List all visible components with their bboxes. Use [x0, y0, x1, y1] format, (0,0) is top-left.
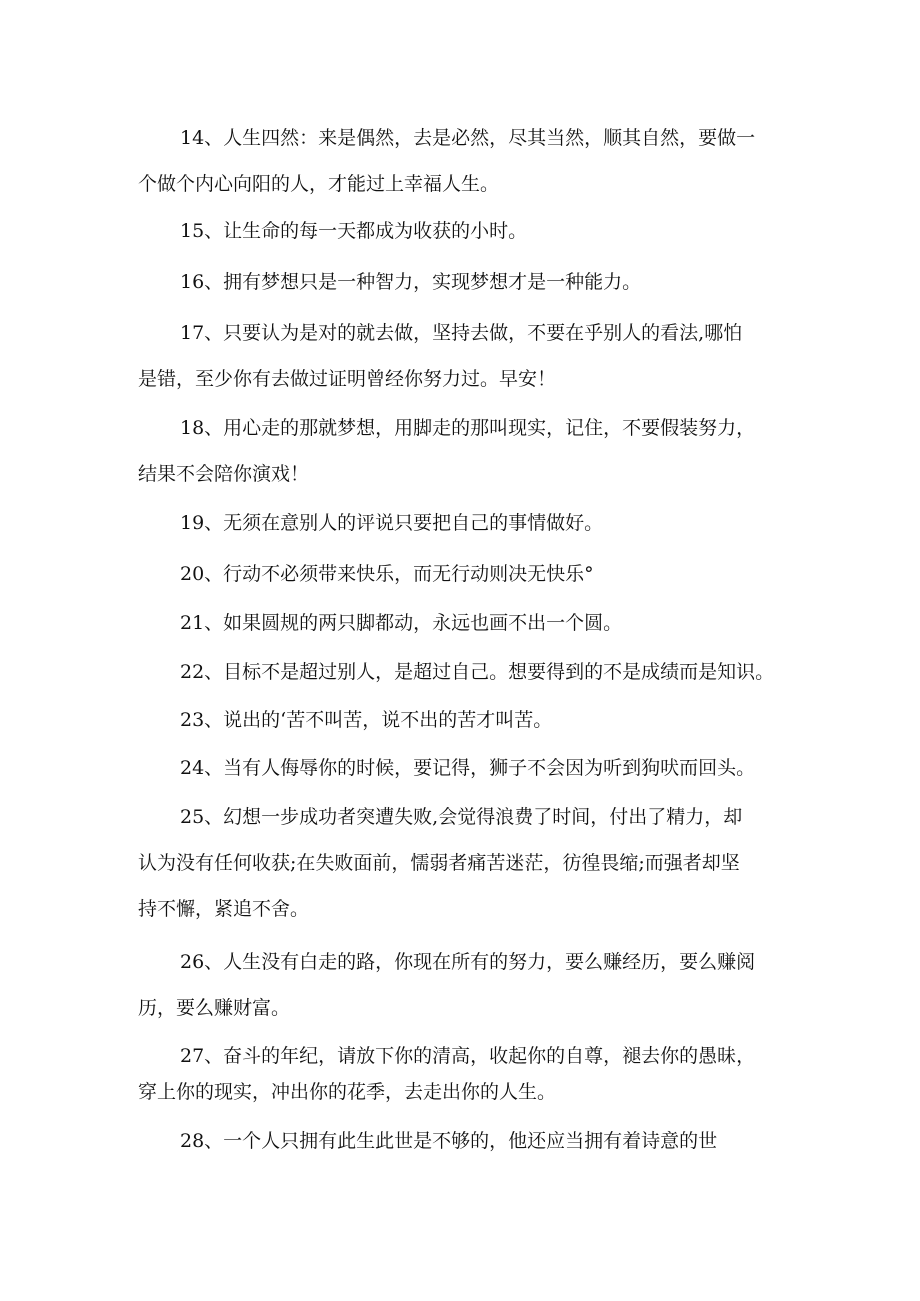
paragraph-line: 持不懈，紧追不舍。 — [138, 898, 310, 920]
paragraph-16 — [138, 259, 798, 305]
paragraph-26 — [138, 939, 798, 1031]
paragraph-25 — [138, 794, 798, 932]
paragraph-line: 认为没有任何收获;在失败面前，懦弱者痛苦迷茫，彷徨畏缩;而强者却坚 — [138, 852, 740, 874]
paragraph-14 — [138, 115, 798, 207]
paragraph-28 — [138, 1118, 798, 1164]
paragraph-line: 28、一个人只拥有此生此世是不够的，他还应当拥有着诗意的世 — [180, 1130, 718, 1152]
paragraph-line: 17、只要认为是对的就去做，坚持去做，不要在乎别人的看法,哪怕 — [180, 322, 743, 344]
paragraph-line: 14、人生四然：来是偶然，去是必然，尽其当然，顺其自然，要做一 — [180, 127, 756, 149]
paragraph-20 — [138, 551, 798, 597]
paragraph-17 — [138, 310, 798, 402]
paragraph-line: 16、拥有梦想只是一种智力，实现梦想才是一种能力。 — [180, 271, 642, 293]
paragraph-line: 19、无须在意别人的评说只要把自己的事情做好。 — [180, 512, 604, 534]
paragraph-15 — [138, 208, 798, 254]
paragraph-line: 27、奋斗的年纪，请放下你的清高，收起你的自尊，褪去你的愚昧， — [180, 1045, 756, 1067]
paragraph-22 — [138, 649, 798, 695]
paragraph-line: 24、当有人侮辱你的时候，要记得，狮子不会因为听到狗吠而回头。 — [180, 757, 756, 779]
paragraph-line: 18、用心走的那就梦想，用脚走的那叫现实，记住，不要假装努力， — [180, 417, 756, 439]
paragraph-line: 历，要么赚财富。 — [138, 997, 291, 1019]
paragraph-line: 22、目标不是超过别人，是超过自己。想要得到的不是成绩而是知识。 — [180, 661, 775, 683]
paragraph-line: 15、让生命的每一天都成为收获的小时。 — [180, 220, 528, 242]
paragraph-line: 26、人生没有白走的路，你现在所有的努力，要么赚经历，要么赚阅 — [180, 951, 756, 973]
paragraph-24 — [138, 745, 798, 791]
paragraph-line: 23、说出的‘苦不叫苦，说不出的苦才叫苦。 — [180, 709, 553, 731]
paragraph-21 — [138, 600, 798, 646]
paragraph-line: 21、如果圆规的两只脚都动，永远也画不出一个圆。 — [180, 612, 623, 634]
paragraph-line: 20、行动不必须带来快乐，而无行动则决无快乐° — [180, 563, 594, 585]
paragraph-23 — [138, 697, 798, 743]
paragraph-line: 结果不会陪你演戏！ — [138, 463, 310, 485]
paragraph-18 — [138, 405, 798, 497]
paragraph-27 — [138, 1038, 798, 1110]
paragraph-line: 穿上你的现实，冲出你的花季，去走出你的人生。 — [138, 1081, 557, 1103]
paragraph-19 — [138, 500, 798, 546]
paragraph-line: 个做个内心向阳的人，才能过上幸福人生。 — [138, 173, 500, 195]
paragraph-line: 25、幻想一步成功者突遭失败,会觉得浪费了时间，付出了精力，却 — [180, 806, 743, 828]
paragraph-line: 是错，至少你有去做过证明曾经你努力过。早安！ — [138, 368, 557, 390]
